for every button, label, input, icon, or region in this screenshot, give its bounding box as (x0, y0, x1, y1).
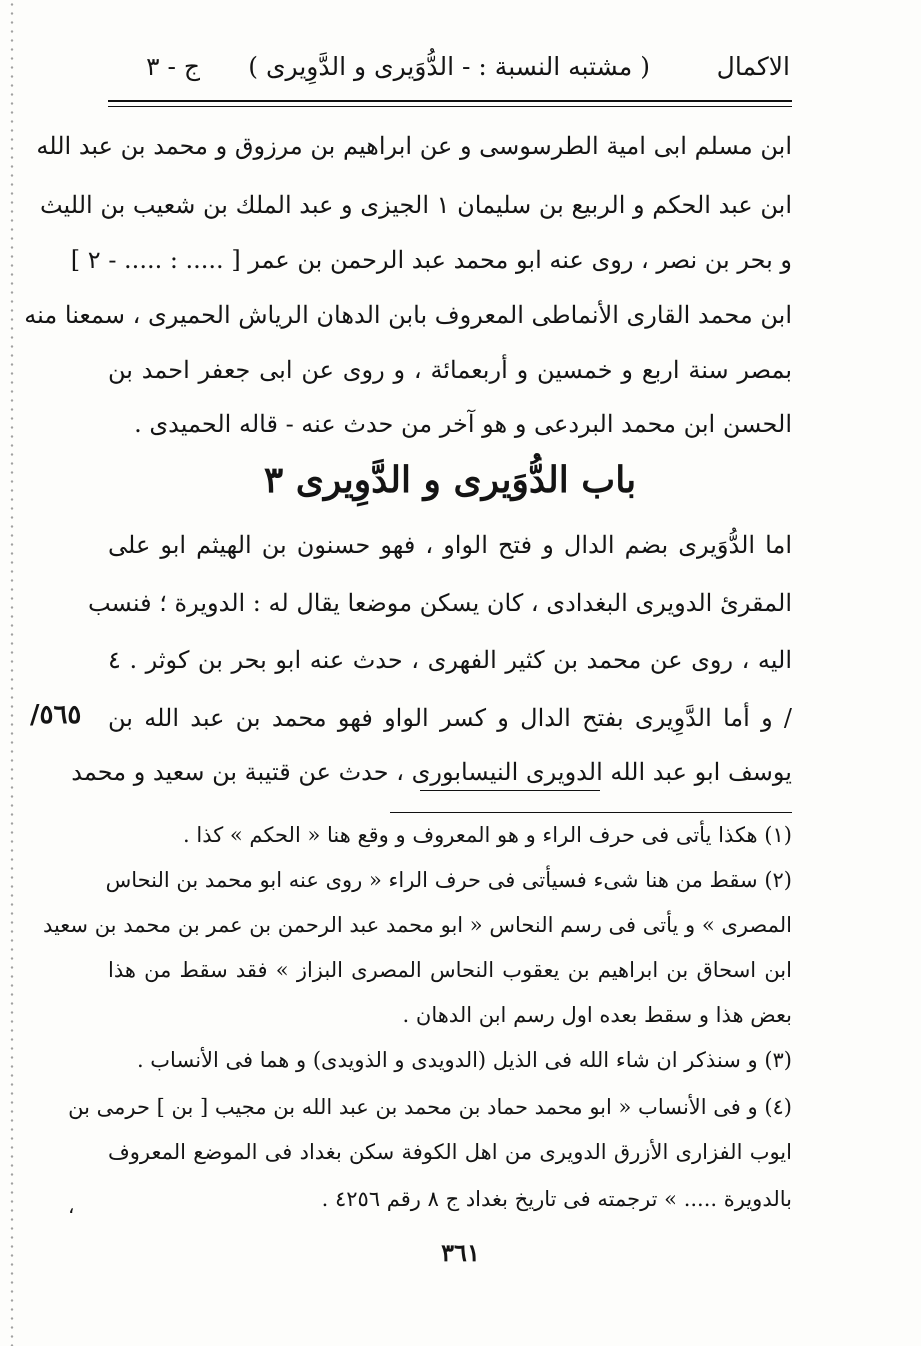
page-number: ٣٦١ (441, 1238, 480, 1267)
margin-page-reference: ٥٦٥/ (30, 700, 82, 730)
chapter-line: المقرئ الدويرى البغدادى ، كان يسكن موضعا يقال له : الدويرة ؛ فنسب (87, 589, 792, 617)
footnote-line: بالدويرة ..... » ترجمته فى تاريخ بغداد ج ٨ رقم ٤٢٥٦ . (321, 1187, 792, 1211)
footnote-line: بعض هذا و سقط بعده اول رسم ابن الدهان . (402, 1003, 792, 1027)
header-rule-thick (108, 100, 792, 102)
body-line: ابن عبد الحكم و الربيع بن سليمان ١ الجيزى و عبد الملك بن شعيب بن الليث (39, 191, 792, 219)
footnote-line: (١) هكذا يأتى فى حرف الراء و هو المعروف و وقع هنا « الحكم » كذا . (183, 823, 792, 847)
footnote-line: المصرى » و يأتى فى رسم النحاس « ابو محمد عبد الرحمن بن عمر بن محمد بن سعيد (42, 913, 792, 937)
footnote-line: (٤) و فى الأنساب « ابو محمد حماد بن محمد بن عبد الله بن مجيب [ بن ] حرمى بن (68, 1095, 792, 1119)
running-header (110, 52, 790, 96)
body-line: و بحر بن نصر ، روى عنه ابو محمد عبد الرحمن بن عمر [ ..... : ..... - ٢ ] (70, 246, 792, 274)
body-line: بمصر سنة اربع و خمسين و أربعمائة ، و روى عن ابى جعفر احمد بن (108, 356, 792, 384)
body-line: ابن محمد القارى الأنماطى المعروف بابن الدهان الرياش الحميرى ، سمعنا منه (24, 301, 792, 329)
footnote-line: (٣) و سنذكر ان شاء الله فى الذيل (الدويدى و الذويدى) و هما فى الأنساب . (136, 1048, 792, 1072)
footnote-line: ايوب الفزارى الأزرق الدويرى من اهل الكوفة سكن بغداد فى الموضع المعروف (108, 1140, 792, 1164)
footnote-line: ابن اسحاق بن ابراهيم بن يعقوب النحاس المصرى البزاز » فقد سقط من هذا (108, 958, 792, 982)
volume-number: ج - ٣ (146, 52, 200, 81)
chapter-line: يوسف ابو عبد الله الدويرى النيسابورى ، حدث عن قتيبة بن سعيد و محمد (71, 758, 792, 786)
footnote-separator (390, 812, 792, 813)
body-line: ابن مسلم ابى امية الطرسوسى و عن ابراهيم بن مرزوق و محمد بن عبد الله (36, 132, 792, 160)
chapter-line: / و أما الدَّوِيرى بفتح الدال و كسر الواو فهو محمد بن عبد الله بن (108, 704, 792, 732)
stray-mark: ، (68, 1194, 75, 1218)
body-line: الحسن ابن محمد البردعى و هو آخر من حدث عنه - قاله الحميدى . (134, 410, 792, 438)
chapter-heading: باب الدُّوَيرى و الدَّوِيرى ٣ (263, 459, 637, 501)
chapter-line: اليه ، روى عن محمد بن كثير الفهرى ، حدث عنه ابو بحر بن كوثر . ٤ (108, 646, 792, 674)
footnote-line: (٢) سقط من هنا شىء فسيأتى فى حرف الراء « روى عنه ابو محمد بن النحاس (105, 868, 792, 892)
book-title: الاكمال (716, 52, 790, 81)
header-rule-thin (108, 106, 792, 107)
text-underline (420, 790, 600, 791)
margin-dots (10, 0, 14, 1346)
section-title: ( مشتبه النسبة : - الدُّوَيرى و الدَّوِيرى ) (248, 52, 650, 81)
chapter-line: اما الدُّوَيرى بضم الدال و فتح الواو ، فهو حسنون بن الهيثم ابو على (108, 531, 792, 559)
